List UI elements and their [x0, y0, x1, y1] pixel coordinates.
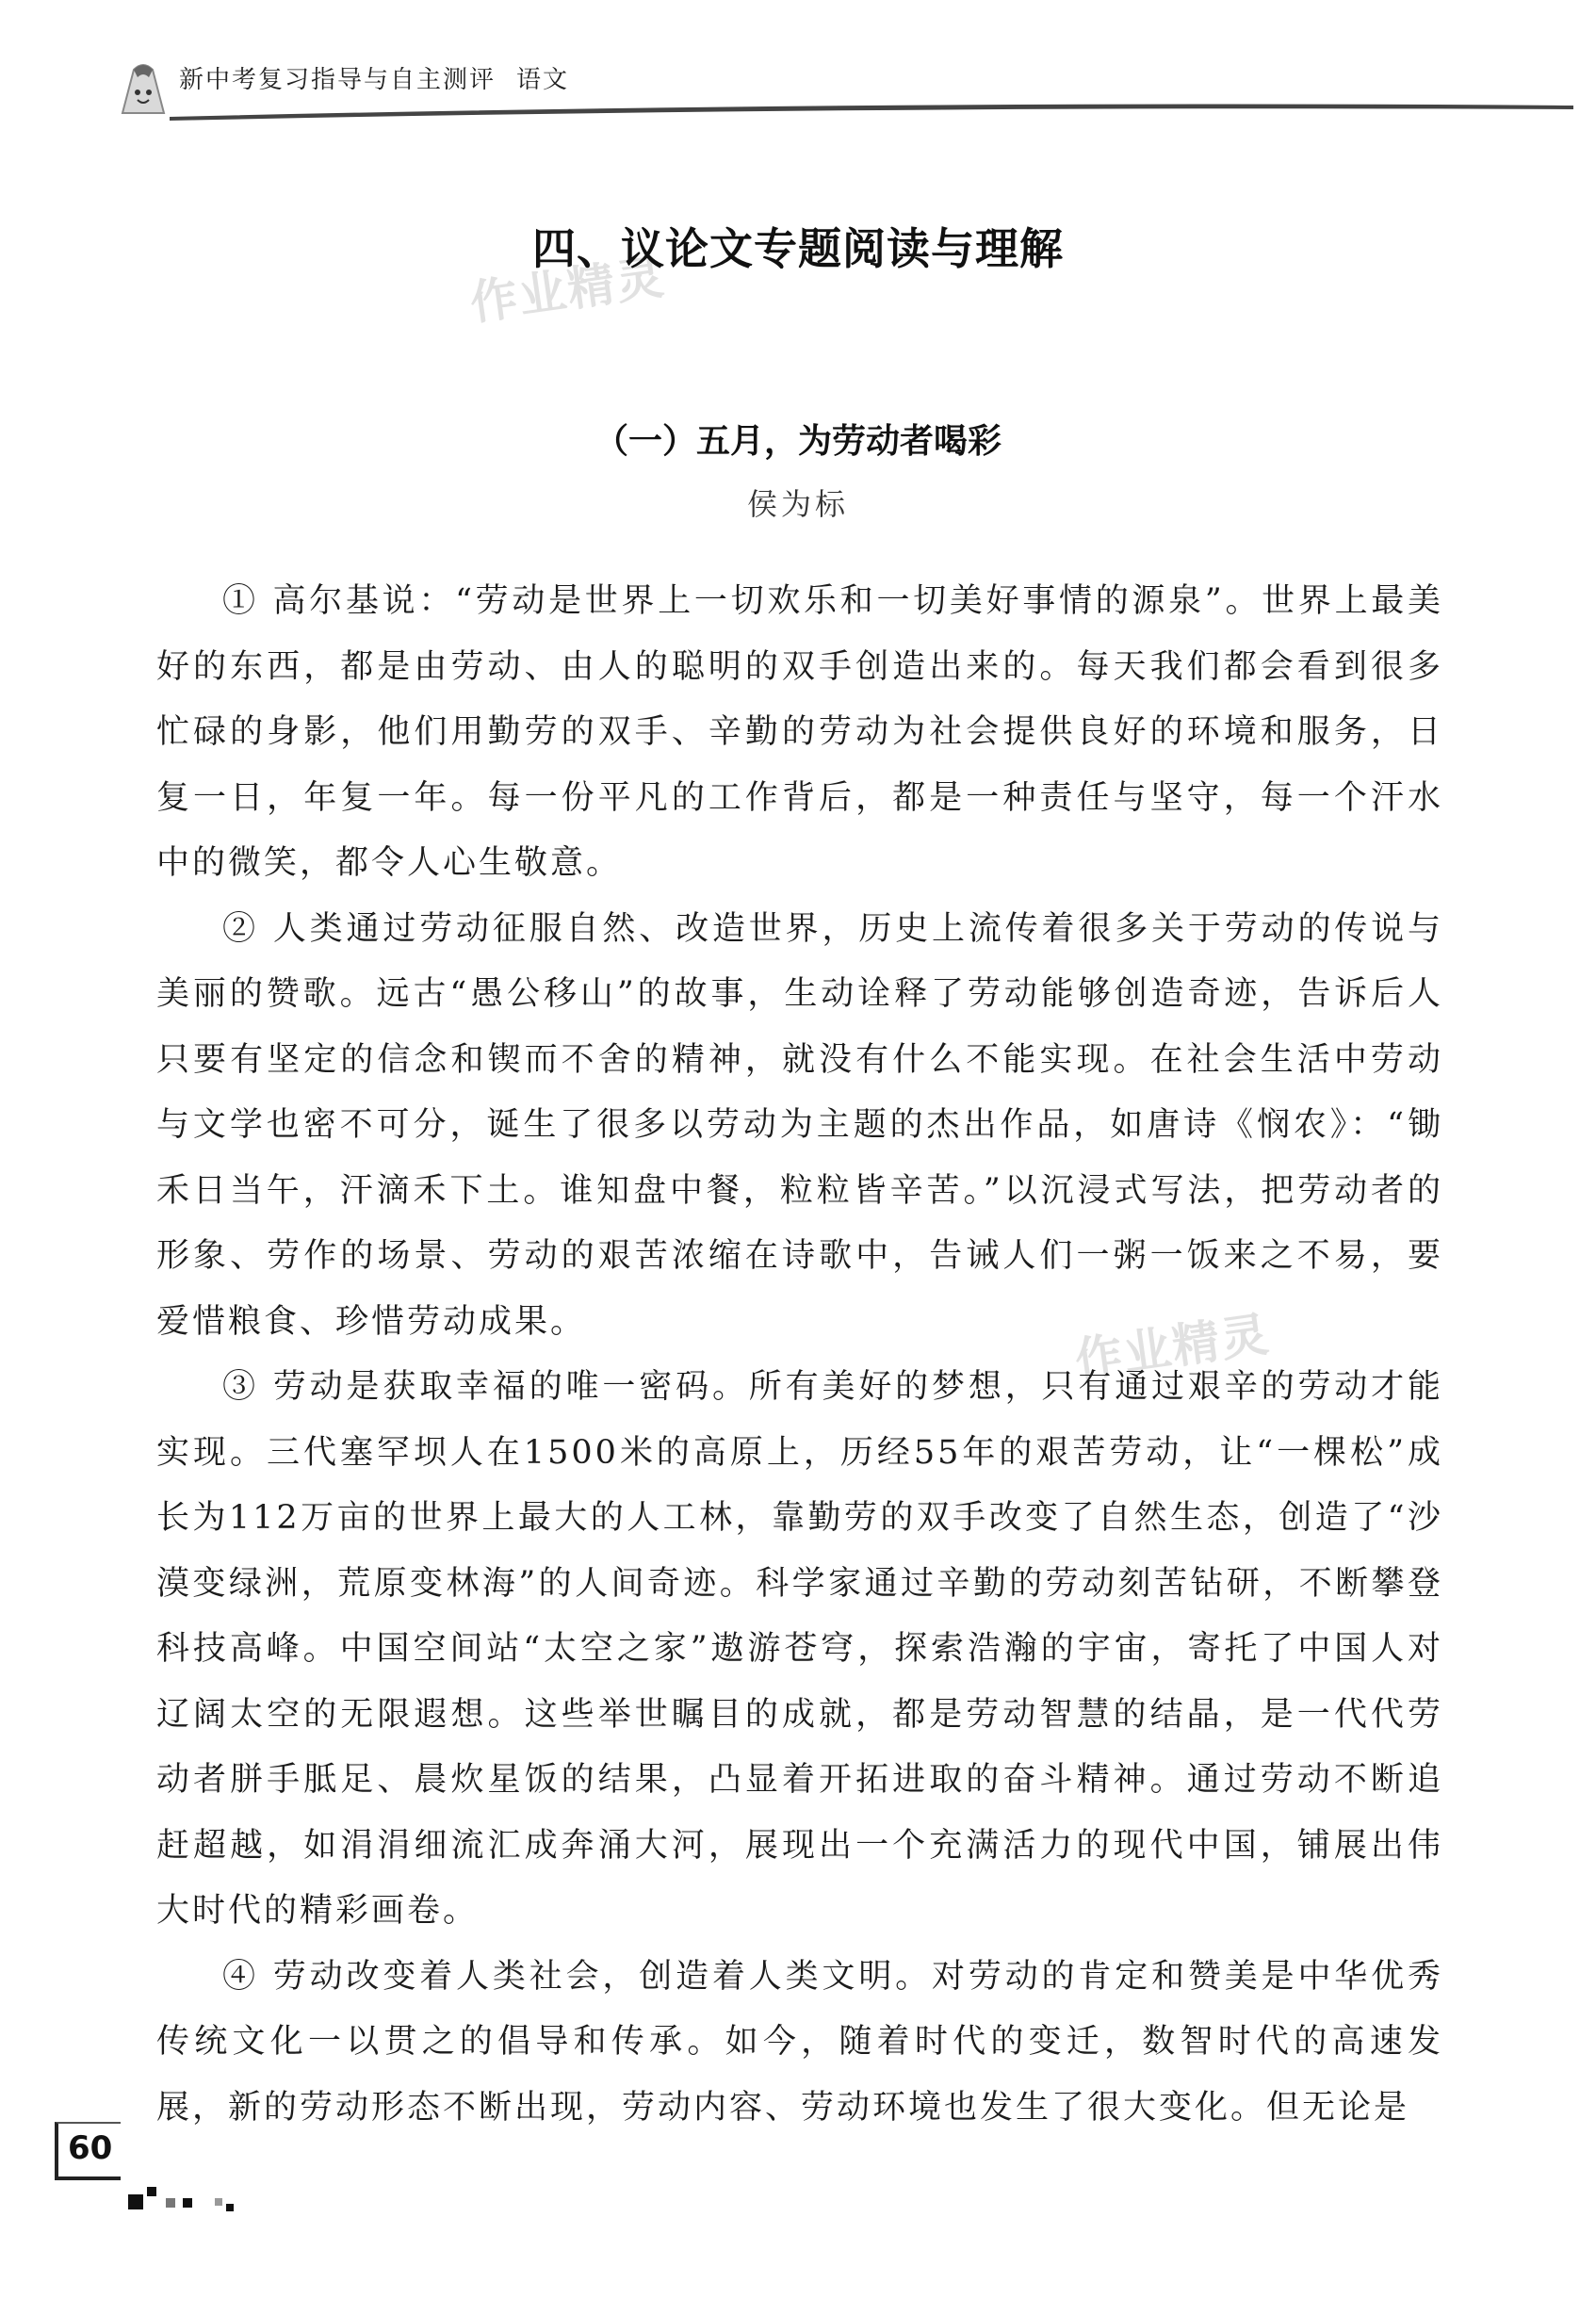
decorative-dots: [128, 2181, 317, 2219]
article-author: 侯为标: [746, 486, 849, 522]
paragraph-1: ① 高尔基说：“劳动是世界上一切欢乐和一切美好事情的源泉”。世界上最美好的东西，都是由劳动、由人的聪明的双手创造出来的。每天我们都会看到很多忙碌的身影，他们用勤劳的双手、辛勤的劳动为社会提供良好的环境和服务，日复一日，年复一年。每一份平凡的工作背后，都是一种责任与坚守，每一个汗水中的微笑，都令人心生敬意。: [156, 582, 1443, 882]
paragraph-2: ② 人类通过劳动征服自然、改造世界，历史上流传着很多关于劳动的传说与美丽的赞歌。远古“愚公移山”的故事，生动诠释了劳动能够创造奇迹，告诉后人只要有坚定的信念和锲而不舍的精神，就没有什么不能实现。在社会生活中劳动与文学也密不可分，诞生了很多以劳动为主题的杰出作品，如唐诗《悯农》：“锄禾日当午，汗滴禾下土。谁知盘中餐，粒粒皆辛苦。”以沉浸式写法，把劳动者的形象、劳作的场景、劳动的艰苦浓缩在诗歌中，告诫人们一粥一饭来之不易，要爱惜粮食、珍惜劳动成果。: [156, 909, 1443, 1341]
paragraph-3: ③ 劳动是获取幸福的唯一密码。所有美好的梦想，只有通过艰辛的劳动才能实现。三代塞罕坝人在1500米的高原上，历经55年的艰苦劳动，让“一棵松”成长为112万亩的世界上最大的人工林，靠勤劳的双手改变了自然生态，创造了“沙漠变绿洲，荒原变林海”的人间奇迹。科学家通过辛勤的劳动刻苦钻研，不断攀登科技高峰。中国空间站“太空之家”遨游苍穹，探索浩瀚的宇宙，寄托了中国人对辽阔太空的无限遐想。这些举世瞩目的成就，都是劳动智慧的结晶，是一代代劳动者胼手胝足、晨炊星饭的结果，凸显着开拓进取的奋斗精神。通过劳动不断追赶超越，如涓涓细流汇成奔涌大河，展现出一个充满活力的现代中国，铺展出伟大时代的精彩画卷。: [156, 1368, 1443, 1930]
article-title: （一）五月，为劳动者喝彩: [594, 422, 1002, 461]
page-number-box: [55, 2122, 121, 2178]
book-title: 新中考复习指导与自主测评: [179, 66, 497, 94]
watermark: 作业精灵: [466, 249, 669, 332]
page-number: 60: [68, 2129, 113, 2167]
watermark: 作业精灵: [1071, 1306, 1274, 1389]
article-body: [156, 569, 1443, 2141]
subject-label: 语文: [516, 66, 570, 94]
pencil-mascot-icon: [113, 58, 173, 119]
header-divider: [170, 102, 1573, 121]
section-title: 四、议论文专题阅读与理解: [532, 223, 1064, 274]
running-header: [104, 49, 1573, 124]
header-title: [179, 60, 569, 95]
paragraph-4: ④ 劳动改变着人类社会，创造着人类文明。对劳动的肯定和赞美是中华优秀传统文化一以贯之的倡导和传承。如今，随着时代的变迁，数智时代的高速发展，新的劳动形态不断出现，劳动内容、劳动环境也发生了很大变化。但无论是: [156, 1957, 1443, 2127]
